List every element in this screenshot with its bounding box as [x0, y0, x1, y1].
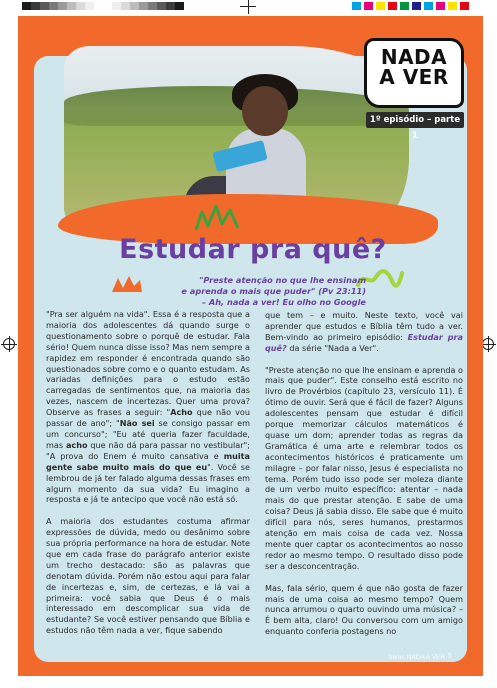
badge-title-line2: A VER	[379, 65, 449, 89]
epigraph-line-3: – Ah, nada a ver! Eu olho no Google	[201, 297, 366, 307]
magazine-page	[18, 16, 483, 676]
color-swatch	[364, 2, 373, 10]
paragraph: A maioria dos estudantes costuma afirmar expressões de dúvida, medo ou desânimo sobre sua própria performance na hora de estudar. Note que em cada frase do parágrafo anterior existe um trecho destacado: são as palavras que denotam dúvida. Porém não estou aqui para falar de incertezas e, sim, de certezas, e lá vai a primeira: você sabia que Deus é o mais interessado em descomplicar sua vida de estudante? Se você estiver pensando que Bíblia e estudos não têm nada a ver, fique sabendo	[46, 516, 250, 636]
color-swatch	[412, 2, 421, 10]
paragraph	[46, 309, 250, 505]
color-swatch	[388, 2, 397, 10]
registration-mark-right	[482, 338, 494, 350]
gray-swatch	[139, 2, 148, 10]
gray-swatch	[58, 2, 67, 10]
episode-label: 1º episódio – parte 1	[366, 112, 464, 128]
gray-swatch	[166, 2, 175, 10]
gray-swatch	[22, 2, 31, 10]
highlight-text: acho	[65, 439, 88, 450]
badge-title-line1: NADA	[380, 45, 448, 69]
epigraph-line-1: "Preste atenção no que lhe ensinam	[199, 275, 366, 285]
gray-swatch	[76, 2, 85, 10]
paragraph	[265, 310, 463, 354]
epigraph-line-2: e aprenda o mais que puder" (Pv 23:11)	[181, 286, 366, 296]
text-run: que não dá para passar no vestibular"; "A prova do Enem é muito cansativa e	[46, 439, 250, 461]
article-epigraph	[148, 275, 366, 308]
text-run: "Pra ser alguém na vida". Essa é a resposta que a maioria dos adolescentes dá quando surge o questionamento sobre o porquê de estudar. Fala sério! Quem nunca disse isso? Mas nem sempre a rapidez em responder é encontrada quando são questionados sobre como e o quanto estudam. As variadas definições para o estudo estão carregadas de sentimentos que, na maioria das vezes, nascem de incertezas. Quer uma prova? Observe as frases a seguir: "	[46, 309, 250, 418]
color-swatch	[400, 2, 409, 10]
gray-swatch	[103, 2, 112, 10]
series-badge	[364, 38, 464, 108]
article-column-right	[265, 310, 463, 648]
gray-swatch	[31, 2, 40, 10]
highlight-text: Acho	[170, 407, 193, 418]
text-run: se consigo passar em um concurso"; "Eu até queria fazer faculdade, mas	[46, 418, 250, 450]
color-swatch	[460, 2, 469, 10]
color-swatch	[448, 2, 457, 10]
text-run: que tem – e muito. Neste texto, você vai aprender que estudos e Bíblia têm tudo a ver. Bem-vindo ao primeiro episódio:	[265, 310, 463, 342]
registration-mark-left	[3, 338, 15, 350]
page-number: 5	[448, 653, 452, 660]
color-swatch	[352, 2, 361, 10]
gray-swatch	[40, 2, 49, 10]
color-swatch	[424, 2, 433, 10]
footer-series-label: Série: NADA A VER	[388, 654, 446, 661]
gray-swatch	[130, 2, 139, 10]
episode-title-inline: Estudar pra quê?	[265, 331, 464, 353]
gray-swatch	[67, 2, 76, 10]
text-run: da série "Nada a Ver".	[286, 342, 379, 353]
gray-swatch	[94, 2, 103, 10]
paragraph: "Preste atenção no que lhe ensinam e aprenda o mais que puder". Este conselho está escrito no livro de Provérbios (capítulo 23, versículo 11). É ótimo de ouvir. Será que é fácil de fazer? Alguns adolescentes pensam que estudar é difícil porque memorizar cálculos matemáticos é quase um dom; aprender todas as regras da Gramática é uma arte e relembrar todos os acontecimentos históricos é praticamente um milagre – por falar nisso, Jesus é especialista no tema. Porém tudo isso pode ser moleza diante de um verbo muito específico: atentar – nada mais do que prestar atenção. E sabe de uma coisa? Deus já sabia disso. Ele sabe que é muito difícil para nós, seres humanos, prestarmos atenção em mais coisa de cada vez. Nossa mente quer captar os acontecimentos ao nosso redor ao mesmo tempo. O resultado disso pode ser a desconcentração.	[265, 364, 463, 571]
text-run: ". Você se lembrou de já ter falado alguma dessas frases em algum momento da sua vida? Eu imagino a resposta e já te antecipo que você não está só.	[46, 461, 250, 505]
article-column-left	[46, 309, 250, 647]
gray-swatch	[157, 2, 166, 10]
color-swatch	[376, 2, 385, 10]
highlight-text: muita gente sabe muito mais do que eu	[46, 450, 250, 472]
paragraph: Mas, fala sério, quem é que não gosta de fazer mais de uma coisa ao mesmo tempo? Quem nunca arrumou o quarto ouvindo uma música? – É bem alta, claro! Ou conversou com um amigo enquanto conferia postagens no	[265, 582, 463, 637]
gray-swatch	[49, 2, 58, 10]
gray-swatch	[148, 2, 157, 10]
green-burst-icon	[194, 204, 240, 234]
orange-zigzag-icon	[112, 274, 142, 292]
gray-swatch	[175, 2, 184, 10]
gray-swatch	[112, 2, 121, 10]
color-swatch	[436, 2, 445, 10]
gray-swatch	[85, 2, 94, 10]
gray-swatch	[121, 2, 130, 10]
text-run: que não vou passar de ano"; "	[46, 407, 250, 429]
highlight-text: Não sei	[119, 418, 155, 429]
article-title: Estudar pra quê?	[119, 234, 387, 265]
